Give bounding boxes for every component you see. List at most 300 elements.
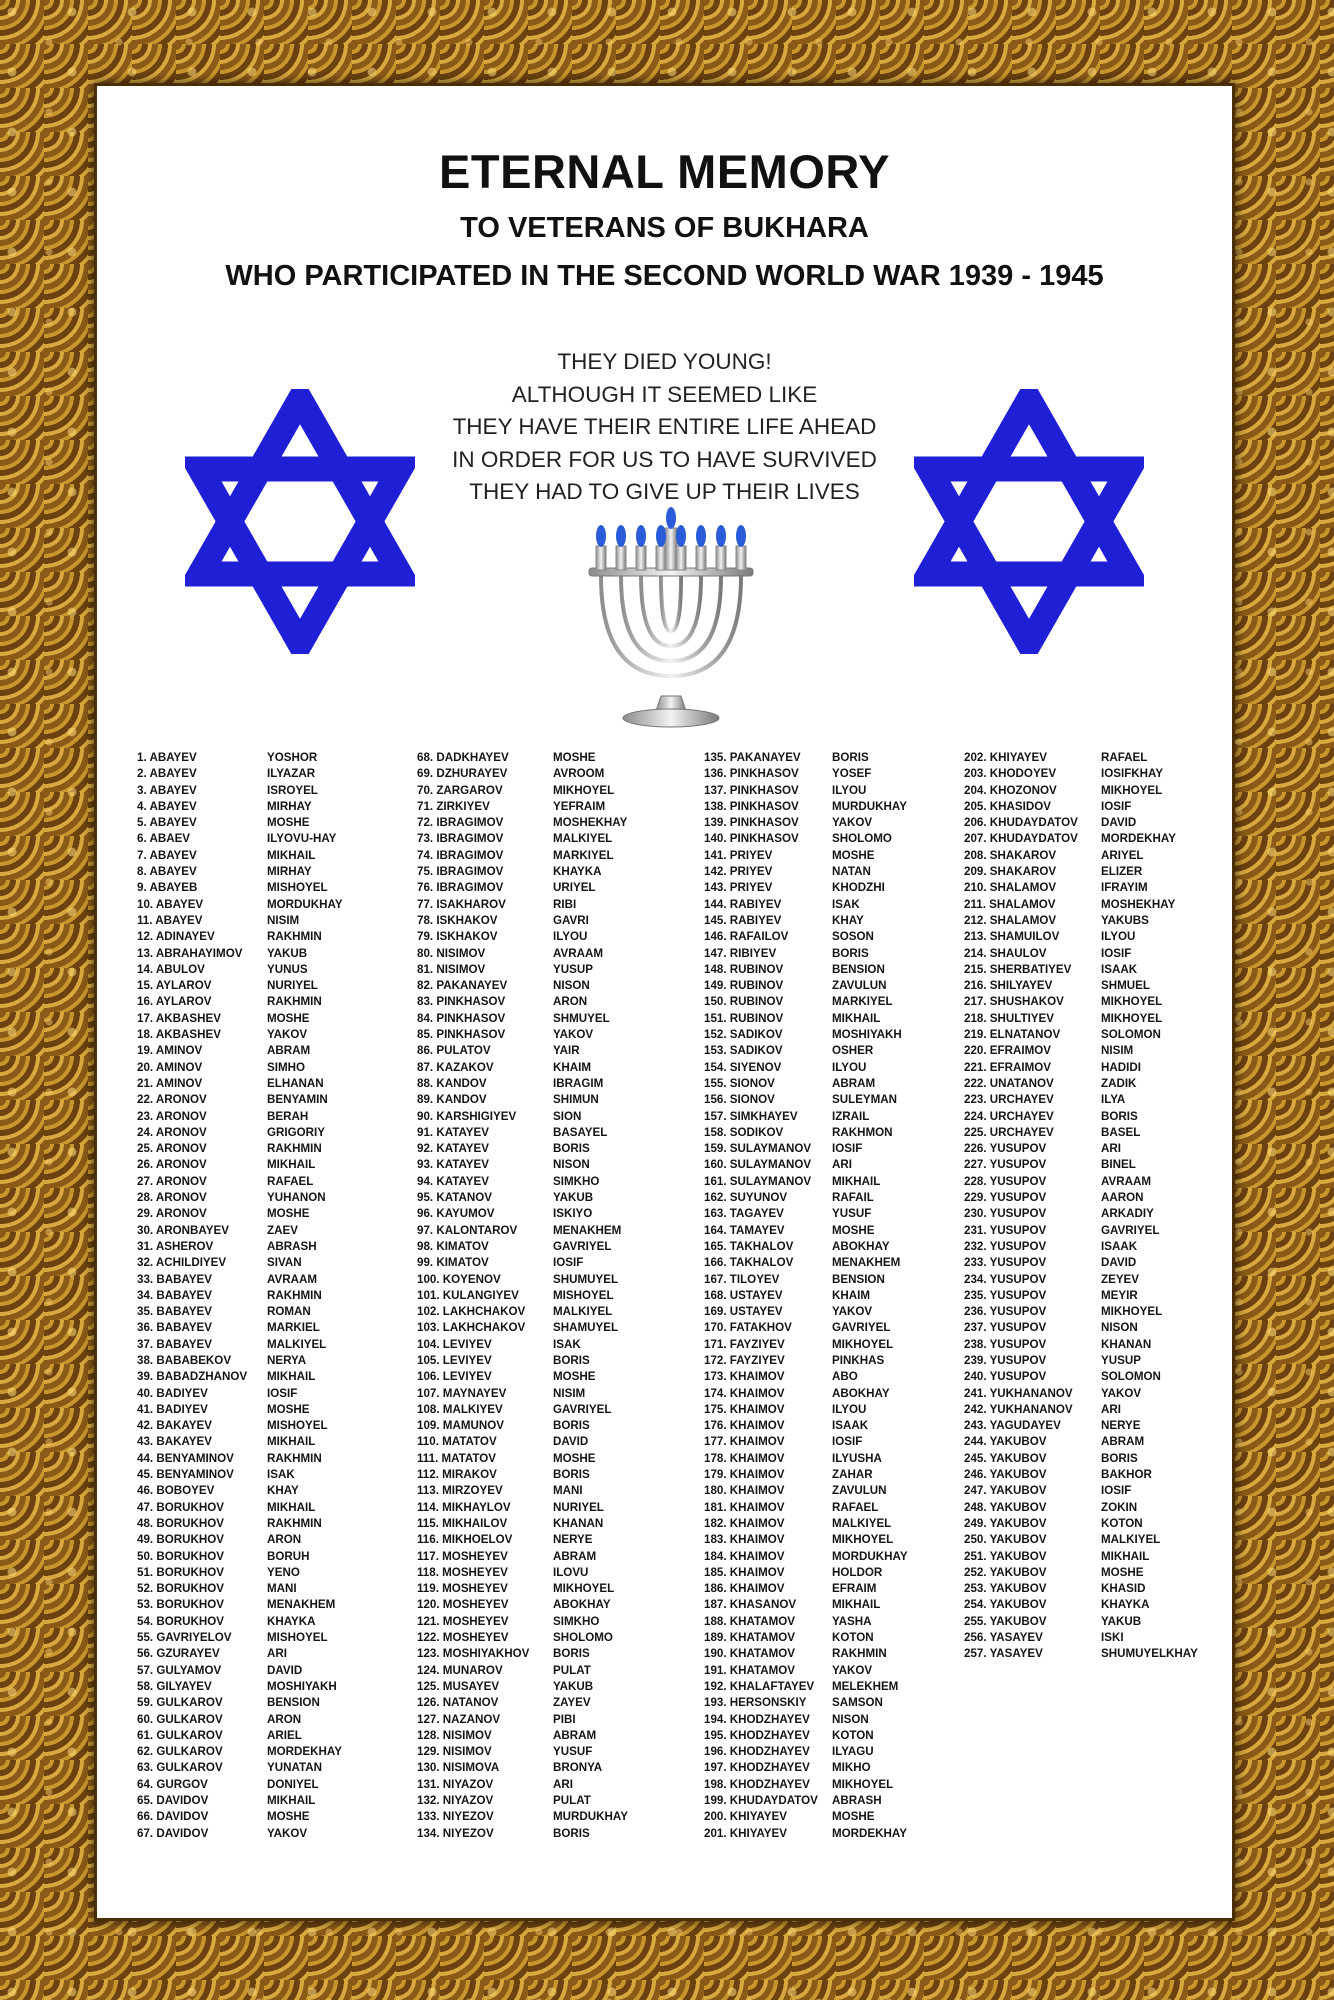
veteran-given-name: SIMHO <box>267 1060 306 1074</box>
veteran-surname: 64. GURGOV <box>137 1777 208 1791</box>
veteran-given-name: YAKOV <box>832 1305 873 1319</box>
veteran-surname: 15. AYLAROV <box>137 979 212 993</box>
veteran-given-name: ARKADIY <box>1101 1207 1154 1221</box>
veteran-given-name: MOSHE <box>267 1011 310 1025</box>
veteran-given-name: MOSHE <box>832 1223 875 1237</box>
veteran-given-name: MARKIEL <box>267 1321 320 1335</box>
veteran-surname: 33. BABAYEV <box>137 1272 212 1286</box>
veteran-surname: 134. NIYEZOV <box>417 1826 494 1840</box>
veteran-given-name: KHAIM <box>832 1288 870 1302</box>
veteran-surname: 120. MOSHEYEV <box>417 1598 509 1612</box>
veteran-given-name: ABRAM <box>1101 1435 1145 1449</box>
veteran-given-name: ISAAK <box>832 1419 869 1433</box>
veteran-given-name: KHAYKA <box>1101 1598 1150 1612</box>
veteran-given-name: KHANAN <box>553 1516 604 1530</box>
veteran-surname: 29. ARONOV <box>137 1207 207 1221</box>
veteran-given-name: ZAYEV <box>553 1696 591 1710</box>
veteran-given-name: RAFAEL <box>267 1174 314 1188</box>
veteran-given-name: ABOKHAY <box>553 1598 611 1612</box>
veteran-given-name: KOTON <box>832 1728 874 1742</box>
veteran-surname: 184. KHAIMOV <box>704 1549 785 1563</box>
veteran-surname: 127. NAZANOV <box>417 1712 501 1726</box>
veteran-given-name: ILYOU <box>1101 930 1136 944</box>
veteran-given-name: MISHOYEL <box>267 1419 328 1433</box>
veteran-surname: 78. ISKHAKOV <box>417 913 498 927</box>
poem-line: THEY HAD TO GIVE UP THEIR LIVES <box>469 479 860 504</box>
veteran-surname: 14. ABULOV <box>137 962 205 976</box>
veteran-surname: 67. DAVIDOV <box>137 1826 209 1840</box>
veteran-given-name: MIKHAIL <box>832 1174 881 1188</box>
veteran-surname: 176. KHAIMOV <box>704 1419 785 1433</box>
veteran-given-name: OSHER <box>832 1044 874 1058</box>
veteran-surname: 117. MOSHEYEV <box>417 1549 508 1563</box>
veteran-surname: 250. YAKUBOV <box>964 1533 1047 1547</box>
veteran-surname: 165. TAKHALOV <box>704 1239 794 1253</box>
veteran-surname: 23. ARONOV <box>137 1109 207 1123</box>
veteran-given-name: ILYOU <box>553 930 588 944</box>
veteran-surname: 242. YUKHANANOV <box>964 1402 1073 1416</box>
veteran-surname: 174. KHAIMOV <box>704 1386 785 1400</box>
veteran-given-name: IZRAIL <box>832 1109 870 1123</box>
veteran-surname: 216. SHILYAYEV <box>964 979 1053 993</box>
veteran-given-name: IOSIF <box>267 1386 298 1400</box>
veteran-given-name: SHUMUYELKHAY <box>1101 1647 1198 1661</box>
veteran-given-name: BORIS <box>553 1826 590 1840</box>
veteran-surname: 6. ABAEV <box>137 832 191 846</box>
veteran-surname: 11. ABAYEV <box>137 913 203 927</box>
veteran-given-name: NISIM <box>267 913 300 927</box>
veteran-surname: 214. SHAULOV <box>964 946 1047 960</box>
veteran-surname: 49. BORUKHOV <box>137 1533 224 1547</box>
veteran-given-name: MIKHOYEL <box>1101 1305 1163 1319</box>
veteran-given-name: MIKHAIL <box>267 848 316 862</box>
veteran-surname: 237. YUSUPOV <box>964 1321 1047 1335</box>
veteran-given-name: MURDUKHAY <box>832 799 907 813</box>
veteran-given-name: YAKUBS <box>1101 913 1149 927</box>
veteran-given-name: SIMKHO <box>553 1174 600 1188</box>
veteran-surname: 162. SUYUNOV <box>704 1191 788 1205</box>
veteran-given-name: ABOKHAY <box>832 1386 890 1400</box>
veteran-given-name: YUSUP <box>553 962 593 976</box>
veteran-given-name: MALKIYEL <box>832 1516 892 1530</box>
veteran-given-name: RAFAEL <box>1101 751 1148 764</box>
veteran-surname: 152. SADIKOV <box>704 1028 783 1042</box>
veteran-given-name: ARI <box>1101 1142 1121 1156</box>
veteran-given-name: KHAY <box>832 913 864 927</box>
veteran-given-name: AVROOM <box>553 767 605 781</box>
veteran-given-name: AVRAAM <box>1101 1174 1152 1188</box>
veteran-surname: 31. ASHEROV <box>137 1239 214 1253</box>
veteran-given-name: MIKHAIL <box>267 1794 316 1807</box>
veteran-given-name: SHIMUN <box>553 1093 599 1107</box>
veteran-surname: 230. YUSUPOV <box>964 1207 1047 1221</box>
veteran-given-name: YEFRAIM <box>553 799 606 813</box>
veteran-given-name: RAFAIL <box>832 1191 874 1205</box>
veteran-surname: 198. KHODZHAYEV <box>704 1777 810 1791</box>
veteran-given-name: MISHOYEL <box>267 1631 328 1645</box>
veteran-given-name: NERYE <box>1101 1419 1141 1433</box>
veteran-surname: 107. MAYNAYEV <box>417 1386 507 1400</box>
page-title: ETERNAL MEMORY <box>439 145 890 198</box>
veteran-given-name: YAKOV <box>1101 1386 1142 1400</box>
veteran-surname: 240. YUSUPOV <box>964 1370 1047 1384</box>
veteran-given-name: HADIDI <box>1101 1060 1141 1074</box>
veteran-given-name: MORDUKHAY <box>267 897 343 911</box>
veteran-surname: 231. YUSUPOV <box>964 1223 1047 1237</box>
veteran-given-name: RAFAEL <box>832 1500 879 1514</box>
veteran-given-name: MORDUKHAY <box>832 1549 908 1563</box>
veteran-given-name: MENAKHEM <box>553 1223 622 1237</box>
veteran-surname: 130. NISIMOVA <box>417 1761 500 1775</box>
veteran-surname: 34. BABAYEV <box>137 1288 212 1302</box>
veteran-given-name: YAIR <box>553 1044 580 1058</box>
veteran-given-name: NISON <box>553 1158 590 1172</box>
veteran-surname: 82. PAKANAYEV <box>417 979 508 993</box>
veteran-surname: 253. YAKUBOV <box>964 1582 1047 1596</box>
veteran-given-name: IOSIF <box>1101 946 1132 960</box>
veteran-surname: 47. BORUKHOV <box>137 1500 224 1514</box>
veteran-given-name: MORDEKHAY <box>832 1826 907 1840</box>
veteran-surname: 212. SHALAMOV <box>964 913 1057 927</box>
veteran-given-name: NURIYEL <box>267 979 318 993</box>
veteran-surname: 215. SHERBATIYEV <box>964 962 1072 976</box>
veteran-surname: 193. HERSONSKIY <box>704 1696 807 1710</box>
veteran-surname: 3. ABAYEV <box>137 783 197 797</box>
veteran-surname: 17. AKBASHEV <box>137 1011 221 1025</box>
veteran-surname: 187. KHASANOV <box>704 1598 797 1612</box>
veteran-surname: 55. GAVRIYELOV <box>137 1631 232 1645</box>
veteran-given-name: MISHOYEL <box>267 881 328 895</box>
veteran-surname: 225. URCHAYEV <box>964 1125 1054 1139</box>
veteran-surname: 90. KARSHIGIYEV <box>417 1109 517 1123</box>
veteran-given-name: RAKHMIN <box>267 930 322 944</box>
veteran-surname: 168. USTAYEV <box>704 1288 783 1302</box>
veteran-given-name: DAVID <box>553 1435 589 1449</box>
veteran-surname: 234. YUSUPOV <box>964 1272 1047 1286</box>
veteran-surname: 63. GULKAROV <box>137 1761 223 1775</box>
veteran-given-name: IOSIF <box>1101 1484 1132 1498</box>
veteran-surname: 9. ABAYEB <box>137 881 198 895</box>
veteran-surname: 128. NISIMOV <box>417 1728 492 1742</box>
veteran-given-name: IOSIFKHAY <box>1101 767 1164 781</box>
veteran-surname: 209. SHAKAROV <box>964 865 1057 879</box>
veteran-given-name: ISAK <box>832 897 860 911</box>
veteran-surname: 188. KHATAMOV <box>704 1614 796 1628</box>
veteran-surname: 256. YASAYEV <box>964 1631 1043 1645</box>
veteran-given-name: SHOLOMO <box>832 832 892 846</box>
veteran-given-name: DAVID <box>267 1663 303 1677</box>
veteran-surname: 153. SADIKOV <box>704 1044 783 1058</box>
veteran-given-name: MIKHAIL <box>832 1598 881 1612</box>
veteran-surname: 227. YUSUPOV <box>964 1158 1047 1172</box>
veteran-given-name: SHMUEL <box>1101 979 1150 993</box>
veteran-given-name: YENO <box>267 1565 300 1579</box>
veteran-surname: 22. ARONOV <box>137 1093 207 1107</box>
veteran-surname: 101. KULANGIYEV <box>417 1288 519 1302</box>
veteran-surname: 207. KHUDAYDATOV <box>964 832 1078 846</box>
veteran-surname: 235. YUSUPOV <box>964 1288 1047 1302</box>
veteran-given-name: KHANAN <box>1101 1337 1152 1351</box>
veteran-surname: 100. KOYENOV <box>417 1272 501 1286</box>
veteran-given-name: SOLOMON <box>1101 1370 1161 1384</box>
veteran-surname: 247. YAKUBOV <box>964 1484 1047 1498</box>
veteran-surname: 91. KATAYEV <box>417 1125 489 1139</box>
veteran-given-name: NERYA <box>267 1353 307 1367</box>
veteran-surname: 76. IBRAGIMOV <box>417 881 504 895</box>
veteran-given-name: MIKHOYEL <box>553 1582 615 1596</box>
veteran-surname: 116. MIKHOELOV <box>417 1533 513 1547</box>
veteran-surname: 95. KATANOV <box>417 1191 492 1205</box>
veteran-surname: 181. KHAIMOV <box>704 1500 785 1514</box>
veteran-given-name: MOSHE <box>1101 1565 1144 1579</box>
veteran-given-name: BASAYEL <box>553 1125 608 1139</box>
veteran-given-name: MOSHE <box>267 816 310 830</box>
veteran-given-name: BORUH <box>267 1549 310 1563</box>
veteran-given-name: DAVID <box>1101 1256 1137 1270</box>
veteran-surname: 21. AMINOV <box>137 1076 203 1090</box>
veteran-given-name: IFRAYIM <box>1101 881 1148 895</box>
veteran-given-name: ISKIYO <box>553 1207 593 1221</box>
veteran-given-name: MISHOYEL <box>553 1288 614 1302</box>
veteran-surname: 32. ACHILDIYEV <box>137 1256 227 1270</box>
veteran-surname: 182. KHAIMOV <box>704 1516 785 1530</box>
veteran-given-name: AVRAAM <box>553 946 604 960</box>
veteran-surname: 204. KHOZONOV <box>964 783 1057 797</box>
veteran-surname: 86. PULATOV <box>417 1044 491 1058</box>
veteran-surname: 110. MATATOV <box>417 1435 497 1449</box>
veteran-surname: 185. KHAIMOV <box>704 1565 785 1579</box>
veteran-surname: 194. KHODZHAYEV <box>704 1712 810 1726</box>
veteran-given-name: MIRHAY <box>267 865 312 879</box>
veteran-surname: 27. ARONOV <box>137 1174 207 1188</box>
veteran-given-name: MIKHOYEL <box>832 1777 894 1791</box>
veteran-surname: 220. EFRAIMOV <box>964 1044 1051 1058</box>
veteran-given-name: ABO <box>832 1370 858 1384</box>
veteran-given-name: ARI <box>832 1158 852 1172</box>
veteran-given-name: SHAMUYEL <box>553 1321 619 1335</box>
veteran-surname: 192. KHALAFTAYEV <box>704 1679 815 1693</box>
veteran-given-name: BENSION <box>267 1696 320 1710</box>
subtitle-war: WHO PARTICIPATED IN THE SECOND WORLD WAR 1939 - 1945 <box>225 260 1104 292</box>
veteran-given-name: ABRASH <box>832 1794 882 1807</box>
veteran-given-name: YAKUB <box>553 1679 594 1693</box>
veteran-surname: 10. ABAYEV <box>137 897 204 911</box>
veteran-surname: 7. ABAYEV <box>137 848 197 862</box>
veteran-given-name: ZAHAR <box>832 1468 873 1482</box>
veteran-given-name: MOSHEKHAY <box>1101 897 1176 911</box>
veteran-given-name: NISON <box>832 1712 869 1726</box>
veteran-surname: 244. YAKUBOV <box>964 1435 1047 1449</box>
veteran-given-name: BASEL <box>1101 1125 1141 1139</box>
veteran-surname: 145. RABIYEV <box>704 913 782 927</box>
veteran-surname: 59. GULKAROV <box>137 1696 223 1710</box>
veteran-given-name: URIYEL <box>553 881 596 895</box>
veteran-given-name: RAKHMIN <box>267 1516 322 1530</box>
veteran-given-name: BORIS <box>553 1419 590 1433</box>
veteran-given-name: YAKUB <box>267 946 308 960</box>
veteran-given-name: RAKHMIN <box>267 1288 322 1302</box>
veteran-surname: 251. YAKUBOV <box>964 1549 1047 1563</box>
veteran-given-name: RAKHMIN <box>267 1451 322 1465</box>
veteran-surname: 39. BABADZHANOV <box>137 1370 248 1384</box>
veteran-surname: 189. KHATAMOV <box>704 1631 796 1645</box>
veteran-surname: 143. PRIYEV <box>704 881 773 895</box>
veteran-given-name: ILYOVU-HAY <box>267 832 337 846</box>
veteran-surname: 18. AKBASHEV <box>137 1028 221 1042</box>
veteran-given-name: ABRAM <box>832 1076 876 1090</box>
veteran-surname: 122. MOSHEYEV <box>417 1631 509 1645</box>
veteran-surname: 61. GULKAROV <box>137 1728 223 1742</box>
veteran-given-name: RIBI <box>553 897 577 911</box>
veteran-given-name: BRONYA <box>553 1761 603 1775</box>
veteran-surname: 161. SULAYMANOV <box>704 1174 812 1188</box>
veteran-surname: 140. PINKHASOV <box>704 832 799 846</box>
veteran-given-name: KHAIM <box>553 1060 591 1074</box>
veteran-surname: 132. NIYAZOV <box>417 1794 494 1807</box>
veteran-given-name: MOSHIYAKH <box>832 1028 902 1042</box>
veteran-given-name: IOSIF <box>1101 799 1132 813</box>
veteran-surname: 102. LAKHCHAKOV <box>417 1305 526 1319</box>
veteran-given-name: BINEL <box>1101 1158 1136 1172</box>
veteran-surname: 112. MIRAKOV <box>417 1468 497 1482</box>
veteran-surname: 119. MOSHEYEV <box>417 1582 508 1596</box>
veteran-surname: 42. BAKAYEV <box>137 1419 212 1433</box>
poem-line: IN ORDER FOR US TO HAVE SURVIVED <box>452 446 877 472</box>
veteran-surname: 66. DAVIDOV <box>137 1810 209 1824</box>
veteran-surname: 166. TAKHALOV <box>704 1256 794 1270</box>
veteran-given-name: GRIGORIY <box>267 1125 325 1139</box>
veteran-surname: 109. MAMUNOV <box>417 1419 504 1433</box>
veteran-surname: 245. YAKUBOV <box>964 1451 1047 1465</box>
veteran-surname: 83. PINKHASOV <box>417 995 506 1009</box>
veteran-given-name: MARKIYEL <box>832 995 893 1009</box>
veteran-surname: 35. BABAYEV <box>137 1305 212 1319</box>
veteran-given-name: YAKUB <box>1101 1614 1142 1628</box>
veteran-given-name: BORIS <box>832 751 869 764</box>
veteran-surname: 206. KHUDAYDATOV <box>964 816 1078 830</box>
veteran-surname: 133. NIYEZOV <box>417 1810 494 1824</box>
veteran-given-name: YUNATAN <box>267 1761 322 1775</box>
veteran-surname: 249. YAKUBOV <box>964 1516 1047 1530</box>
veteran-given-name: ILOVU <box>553 1565 589 1579</box>
veteran-given-name: SHOLOMO <box>553 1631 613 1645</box>
poem-line: THEY DIED YOUNG! <box>557 349 772 374</box>
veteran-given-name: MALKIYEL <box>553 832 613 846</box>
veteran-given-name: ZADIK <box>1101 1076 1137 1090</box>
veteran-given-name: ZAVULUN <box>832 979 887 993</box>
veteran-surname: 113. MIRZOYEV <box>417 1484 503 1498</box>
veteran-given-name: MIKHOYEL <box>1101 1011 1163 1025</box>
veteran-surname: 248. YAKUBOV <box>964 1500 1047 1514</box>
veteran-surname: 170. FATAKHOV <box>704 1321 792 1335</box>
veteran-given-name: YASHA <box>832 1614 872 1628</box>
veteran-given-name: ABRAM <box>553 1549 597 1563</box>
veteran-given-name: ARON <box>267 1712 302 1726</box>
veteran-given-name: SULEYMAN <box>832 1093 898 1107</box>
veteran-surname: 26. ARONOV <box>137 1158 207 1172</box>
veteran-given-name: MOSHE <box>832 848 875 862</box>
veteran-surname: 141. PRIYEV <box>704 848 773 862</box>
veteran-surname: 233. YUSUPOV <box>964 1256 1047 1270</box>
veteran-surname: 124. MUNAROV <box>417 1663 503 1677</box>
veteran-surname: 183. KHAIMOV <box>704 1533 785 1547</box>
veteran-surname: 81. NISIMOV <box>417 962 486 976</box>
veteran-surname: 93. KATAYEV <box>417 1158 489 1172</box>
veteran-given-name: PIBI <box>553 1712 576 1726</box>
veteran-given-name: ARI <box>1101 1402 1121 1416</box>
veteran-given-name: YUHANON <box>267 1191 326 1205</box>
veteran-surname: 44. BENYAMINOV <box>137 1451 234 1465</box>
veteran-surname: 2. ABAYEV <box>137 767 197 781</box>
veteran-surname: 46. BOBOYEV <box>137 1484 215 1498</box>
veteran-given-name: NISON <box>553 979 590 993</box>
veteran-given-name: SIMKHO <box>553 1614 600 1628</box>
veteran-given-name: SOLOMON <box>1101 1028 1161 1042</box>
veteran-surname: 175. KHAIMOV <box>704 1402 785 1416</box>
veteran-given-name: BENSION <box>832 962 885 976</box>
veteran-given-name: MORDEKHAY <box>267 1745 342 1759</box>
veteran-given-name: KHAY <box>267 1484 299 1498</box>
veteran-given-name: BENSION <box>832 1272 885 1286</box>
veteran-surname: 232. YUSUPOV <box>964 1239 1047 1253</box>
veteran-surname: 190. KHATAMOV <box>704 1647 796 1661</box>
veteran-surname: 52. BORUKHOV <box>137 1582 224 1596</box>
veteran-given-name: NATAN <box>832 865 871 879</box>
veteran-given-name: BORIS <box>553 1647 590 1661</box>
veteran-surname: 151. RUBINOV <box>704 1011 784 1025</box>
veteran-surname: 171. FAYZIYEV <box>704 1337 785 1351</box>
veteran-given-name: ISKI <box>1101 1631 1124 1645</box>
veteran-surname: 104. LEVIYEV <box>417 1337 492 1351</box>
veteran-surname: 226. YUSUPOV <box>964 1142 1047 1156</box>
veteran-surname: 4. ABAYEV <box>137 799 197 813</box>
veteran-given-name: SAMSON <box>832 1696 883 1710</box>
veteran-surname: 236. YUSUPOV <box>964 1305 1047 1319</box>
veteran-surname: 75. IBRAGIMOV <box>417 865 504 879</box>
veteran-given-name: IOSIF <box>553 1256 584 1270</box>
veteran-surname: 224. URCHAYEV <box>964 1109 1054 1123</box>
veteran-given-name: KHAYKA <box>267 1614 316 1628</box>
veteran-given-name: ISAK <box>267 1468 295 1482</box>
veteran-surname: 106. LEVIYEV <box>417 1370 492 1384</box>
veteran-surname: 246. YAKUBOV <box>964 1468 1047 1482</box>
veteran-surname: 146. RAFAILOV <box>704 930 789 944</box>
veteran-given-name: NISON <box>1101 1321 1138 1335</box>
veteran-given-name: KHAYKA <box>553 865 602 879</box>
veteran-surname: 163. TAGAYEV <box>704 1207 784 1221</box>
veteran-surname: 137. PINKHASOV <box>704 783 799 797</box>
veteran-surname: 8. ABAYEV <box>137 865 197 879</box>
veteran-given-name: YAKOV <box>267 1826 308 1840</box>
veteran-surname: 131. NIYAZOV <box>417 1777 494 1791</box>
veteran-surname: 167. TILOYEV <box>704 1272 780 1286</box>
veteran-surname: 223. URCHAYEV <box>964 1093 1054 1107</box>
veteran-given-name: MANI <box>267 1582 297 1596</box>
veteran-surname: 72. IBRAGIMOV <box>417 816 504 830</box>
veteran-surname: 12. ADINAYEV <box>137 930 215 944</box>
veteran-surname: 155. SIONOV <box>704 1076 775 1090</box>
veteran-given-name: MIKHOYEL <box>1101 783 1163 797</box>
veteran-surname: 89. KANDOV <box>417 1093 487 1107</box>
veteran-surname: 97. KALONTAROV <box>417 1223 518 1237</box>
veteran-given-name: MOSHE <box>267 1402 310 1416</box>
veteran-given-name: ISAAK <box>1101 1239 1138 1253</box>
veteran-given-name: MOSHIYAKH <box>267 1679 337 1693</box>
veteran-surname: 16. AYLAROV <box>137 995 212 1009</box>
veteran-given-name: BORIS <box>1101 1451 1138 1465</box>
veteran-surname: 222. UNATANOV <box>964 1076 1054 1090</box>
veteran-surname: 179. KHAIMOV <box>704 1468 785 1482</box>
